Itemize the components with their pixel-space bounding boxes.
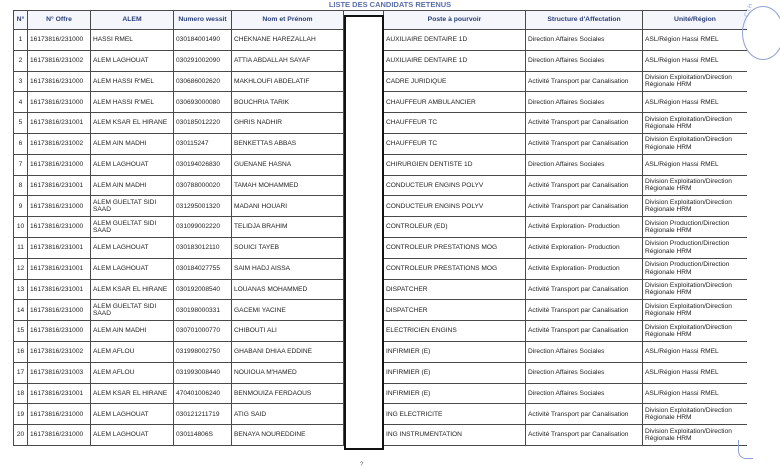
structure-cell: Activité Transport par Canalisation: [526, 404, 643, 425]
row-number-cell: 20: [14, 425, 28, 446]
row-number-cell: 16: [14, 341, 28, 362]
full-name-cell: MAKHLOUFI ABDELATIF: [232, 71, 344, 92]
wessit-number-cell: 030198000331: [174, 300, 232, 321]
row-number-cell: 11: [14, 237, 28, 258]
wessit-number-cell: 031099002220: [174, 217, 232, 238]
wessit-number-cell: 470401006240: [174, 383, 232, 404]
full-name-cell: GHRIS NADHIR: [232, 113, 344, 134]
offer-number-cell: 16173816/231000: [28, 300, 91, 321]
full-name-cell: GUENANE HASNA: [232, 154, 344, 175]
position-cell: CONDUCTEUR ENGINS POLYV: [384, 175, 526, 196]
offer-number-cell: 16173816/231000: [28, 30, 91, 51]
structure-cell: Activité Transport par Canalisation: [526, 113, 643, 134]
alem-cell: ALEM LAGHOUAT: [91, 258, 174, 279]
row-number-cell: 15: [14, 321, 28, 342]
alem-cell: ALEM AFLOU: [91, 341, 174, 362]
unit-region-cell: Division Production/Direction Régionale HRM: [643, 217, 748, 238]
alem-cell: ALEM KSAR EL HIRANE: [91, 279, 174, 300]
wessit-number-cell: 030192008540: [174, 279, 232, 300]
handwritten-mark: [738, 440, 753, 459]
header-wessit-number: Numero wessit: [174, 11, 232, 30]
alem-cell: ALEM GUELTAT SIDI SAAD: [91, 196, 174, 217]
offer-number-cell: 16173816/231001: [28, 258, 91, 279]
unit-region-cell: ASL/Région Hassi RMEL: [643, 154, 748, 175]
row-number-cell: 2: [14, 50, 28, 71]
alem-cell: ALEM GUELTAT SIDI SAAD: [91, 217, 174, 238]
unit-region-cell: Division Exploitation/Direction Régionale HRM: [643, 404, 748, 425]
wessit-number-cell: 030686002620: [174, 71, 232, 92]
footer-text: ?: [360, 462, 364, 468]
wessit-number-cell: 030701000770: [174, 321, 232, 342]
structure-cell: Direction Affaires Sociales: [526, 30, 643, 51]
structure-cell: Direction Affaires Sociales: [526, 92, 643, 113]
offer-number-cell: 16173816/231000: [28, 321, 91, 342]
row-number-cell: 10: [14, 217, 28, 238]
header-unit-region: Unité/Région: [643, 11, 748, 30]
structure-cell: Direction Affaires Sociales: [526, 362, 643, 383]
unit-region-cell: Division Exploitation/Direction Régionale HRM: [643, 321, 748, 342]
position-cell: AUXILIAIRE DENTAIRE 1D: [384, 50, 526, 71]
wessit-number-cell: 030121211719: [174, 404, 232, 425]
alem-cell: ALEM LAGHOUAT: [91, 154, 174, 175]
offer-number-cell: 16173816/231000: [28, 425, 91, 446]
position-cell: INFIRMIER (E): [384, 383, 526, 404]
alem-cell: ALEM HASSI R'MEL: [91, 92, 174, 113]
unit-region-cell: Division Exploitation/Direction Régionale HRM: [643, 196, 748, 217]
structure-cell: Activité Transport par Canalisation: [526, 133, 643, 154]
unit-region-cell: Division Exploitation/Direction Régionale HRM: [643, 425, 748, 446]
position-cell: ELECTRICIEN ENGINS: [384, 321, 526, 342]
structure-cell: Activité Transport par Canalisation: [526, 71, 643, 92]
header-offer-number: N° Offre: [28, 11, 91, 30]
alem-cell: ALEM LAGHOUAT: [91, 425, 174, 446]
alem-cell: ALEM KSAR EL HIRANE: [91, 383, 174, 404]
unit-region-cell: Division Exploitation/Direction Régionale HRM: [643, 300, 748, 321]
alem-cell: ALEM AIN MADHI: [91, 321, 174, 342]
structure-cell: Activité Transport par Canalisation: [526, 175, 643, 196]
wessit-number-cell: 030183012110: [174, 237, 232, 258]
offer-number-cell: 16173816/231000: [28, 71, 91, 92]
structure-cell: Activité Transport par Canalisation: [526, 425, 643, 446]
unit-region-cell: Division Exploitation/Direction Régionale HRM: [643, 113, 748, 134]
offer-number-cell: 16173816/231000: [28, 217, 91, 238]
wessit-number-cell: 030291002090: [174, 50, 232, 71]
position-cell: AUXILIAIRE DENTAIRE 1D: [384, 30, 526, 51]
unit-region-cell: ASL/Région Hassi RMEL: [643, 50, 748, 71]
full-name-cell: ATIG SAID: [232, 404, 344, 425]
alem-cell: ALEM GUELTAT SIDI SAAD: [91, 300, 174, 321]
offer-number-cell: 16173816/231002: [28, 133, 91, 154]
position-cell: ING ELECTRICITE: [384, 404, 526, 425]
alem-cell: ALEM AIN MADHI: [91, 133, 174, 154]
row-number-cell: 1: [14, 30, 28, 51]
full-name-cell: BENAYA NOUREDDINE: [232, 425, 344, 446]
wessit-number-cell: 031998002750: [174, 341, 232, 362]
wessit-number-cell: 030184001490: [174, 30, 232, 51]
full-name-cell: MADANI HOUARI: [232, 196, 344, 217]
alem-cell: ALEM AFLOU: [91, 362, 174, 383]
row-number-cell: 8: [14, 175, 28, 196]
unit-region-cell: ASL/Région Hassi RMEL: [643, 383, 748, 404]
structure-cell: Activité Exploration- Production: [526, 217, 643, 238]
wessit-number-cell: 031295001320: [174, 196, 232, 217]
structure-cell: Activité Exploration- Production: [526, 258, 643, 279]
wessit-number-cell: 030788000020: [174, 175, 232, 196]
full-name-cell: LOUANAS MOHAMMED: [232, 279, 344, 300]
structure-cell: Activité Transport par Canalisation: [526, 300, 643, 321]
position-cell: INFIRMIER (E): [384, 341, 526, 362]
alem-cell: ALEM LAGHOUAT: [91, 404, 174, 425]
unit-region-cell: Division Exploitation/Direction Régionale HRM: [643, 279, 748, 300]
offer-number-cell: 16173816/231000: [28, 154, 91, 175]
alem-cell: ALEM HASSI R'MEL: [91, 71, 174, 92]
full-name-cell: TELIDJA BRAHIM: [232, 217, 344, 238]
wessit-number-cell: 030185012220: [174, 113, 232, 134]
full-name-cell: ATTIA ABDALLAH SAYAF: [232, 50, 344, 71]
header-full-name: Nom et Prénom: [232, 11, 344, 30]
structure-cell: Direction Affaires Sociales: [526, 50, 643, 71]
row-number-cell: 19: [14, 404, 28, 425]
offer-number-cell: 16173816/231001: [28, 279, 91, 300]
offer-number-cell: 16173816/231002: [28, 50, 91, 71]
row-number-cell: 6: [14, 133, 28, 154]
structure-cell: Direction Affaires Sociales: [526, 341, 643, 362]
unit-region-cell: Division Production/Direction Régionale HRM: [643, 237, 748, 258]
offer-number-cell: 16173816/231000: [28, 92, 91, 113]
full-name-cell: SAIM HADJ AISSA: [232, 258, 344, 279]
row-number-cell: 9: [14, 196, 28, 217]
full-name-cell: CHIBOUTI ALI: [232, 321, 344, 342]
wessit-number-cell: 030184027755: [174, 258, 232, 279]
position-cell: CHAUFFEUR AMBULANCIER: [384, 92, 526, 113]
full-name-cell: BENMOUIZA FERDAOUS: [232, 383, 344, 404]
alem-cell: ALEM LAGHOUAT: [91, 50, 174, 71]
wessit-number-cell: 030115247: [174, 133, 232, 154]
unit-region-cell: Division Production/Direction Régionale HRM: [643, 258, 748, 279]
row-number-cell: 3: [14, 71, 28, 92]
row-number-cell: 7: [14, 154, 28, 175]
row-number-cell: 4: [14, 92, 28, 113]
row-number-cell: 14: [14, 300, 28, 321]
offer-number-cell: 16173816/231002: [28, 341, 91, 362]
offer-number-cell: 16173816/231001: [28, 237, 91, 258]
position-cell: CHIRURGIEN DENTISTE 1D: [384, 154, 526, 175]
unit-region-cell: Division Exploitation/Direction Régionale HRM: [643, 71, 748, 92]
row-number-cell: 5: [14, 113, 28, 134]
position-cell: CADRE JURIDIQUE: [384, 71, 526, 92]
structure-cell: Activité Transport par Canalisation: [526, 196, 643, 217]
full-name-cell: GACEMI YACINE: [232, 300, 344, 321]
wessit-number-cell: 030194026830: [174, 154, 232, 175]
unit-region-cell: ASL/Région Hassi RMEL: [643, 92, 748, 113]
row-number-cell: 18: [14, 383, 28, 404]
offer-number-cell: 16173816/231001: [28, 113, 91, 134]
offer-number-cell: 16173816/231001: [28, 383, 91, 404]
unit-region-cell: ASL/Région Hassi RMEL: [643, 362, 748, 383]
structure-cell: Direction Affaires Sociales: [526, 383, 643, 404]
position-cell: DISPATCHER: [384, 300, 526, 321]
unit-region-cell: ASL/Région Hassi RMEL: [643, 30, 748, 51]
structure-cell: Direction Affaires Sociales: [526, 154, 643, 175]
wessit-number-cell: 030114806S: [174, 425, 232, 446]
offer-number-cell: 16173816/231000: [28, 404, 91, 425]
full-name-cell: CHEKNANE HAREZALLAH: [232, 30, 344, 51]
row-number-cell: 12: [14, 258, 28, 279]
full-name-cell: SOUICI TAYEB: [232, 237, 344, 258]
header-number: N°: [14, 11, 28, 30]
wessit-number-cell: 031993008440: [174, 362, 232, 383]
structure-cell: Activité Transport par Canalisation: [526, 279, 643, 300]
stamp-seal-text: C.I.H: [744, 3, 755, 19]
header-structure: Structure d'Affectation: [526, 11, 643, 30]
offer-number-cell: 16173816/231000: [28, 196, 91, 217]
position-cell: ING INSTRUMENTATION: [384, 425, 526, 446]
row-number-cell: 13: [14, 279, 28, 300]
redaction-bar: [344, 15, 384, 450]
row-number-cell: 17: [14, 362, 28, 383]
full-name-cell: TAMAH MOHAMMED: [232, 175, 344, 196]
alem-cell: ALEM KSAR EL HIRANE: [91, 113, 174, 134]
alem-cell: HASSI RMEL: [91, 30, 174, 51]
position-cell: INFIRMIER (E): [384, 362, 526, 383]
offer-number-cell: 16173816/231001: [28, 175, 91, 196]
alem-cell: ALEM LAGHOUAT: [91, 237, 174, 258]
unit-region-cell: Division Exploitation/Direction Régionale HRM: [643, 133, 748, 154]
alem-cell: ALEM AIN MADHI: [91, 175, 174, 196]
full-name-cell: BENKETTAS ABBAS: [232, 133, 344, 154]
position-cell: CONTROLEUR PRESTATIONS MOG: [384, 258, 526, 279]
wessit-number-cell: 030693000080: [174, 92, 232, 113]
position-cell: CONTROLEUR PRESTATIONS MOG: [384, 237, 526, 258]
full-name-cell: BOUCHRIA TARIK: [232, 92, 344, 113]
offer-number-cell: 16173816/231003: [28, 362, 91, 383]
unit-region-cell: ASL/Région Hassi RMEL: [643, 341, 748, 362]
header-position: Poste à pourvoir: [384, 11, 526, 30]
full-name-cell: GHABANI DHIAA EDDINE: [232, 341, 344, 362]
structure-cell: Activité Exploration- Production: [526, 237, 643, 258]
unit-region-cell: Division Exploitation/Direction Régionale HRM: [643, 175, 748, 196]
position-cell: CONDUCTEUR ENGINS POLYV: [384, 196, 526, 217]
position-cell: CHAUFFEUR TC: [384, 113, 526, 134]
position-cell: CONTROLEUR (ED): [384, 217, 526, 238]
position-cell: DISPATCHER: [384, 279, 526, 300]
full-name-cell: NOUIOUA M'HAMED: [232, 362, 344, 383]
position-cell: CHAUFFEUR TC: [384, 133, 526, 154]
header-alem: ALEM: [91, 11, 174, 30]
document-title: LISTE DES CANDIDATS RETENUS: [328, 0, 452, 9]
structure-cell: Activité Transport par Canalisation: [526, 321, 643, 342]
